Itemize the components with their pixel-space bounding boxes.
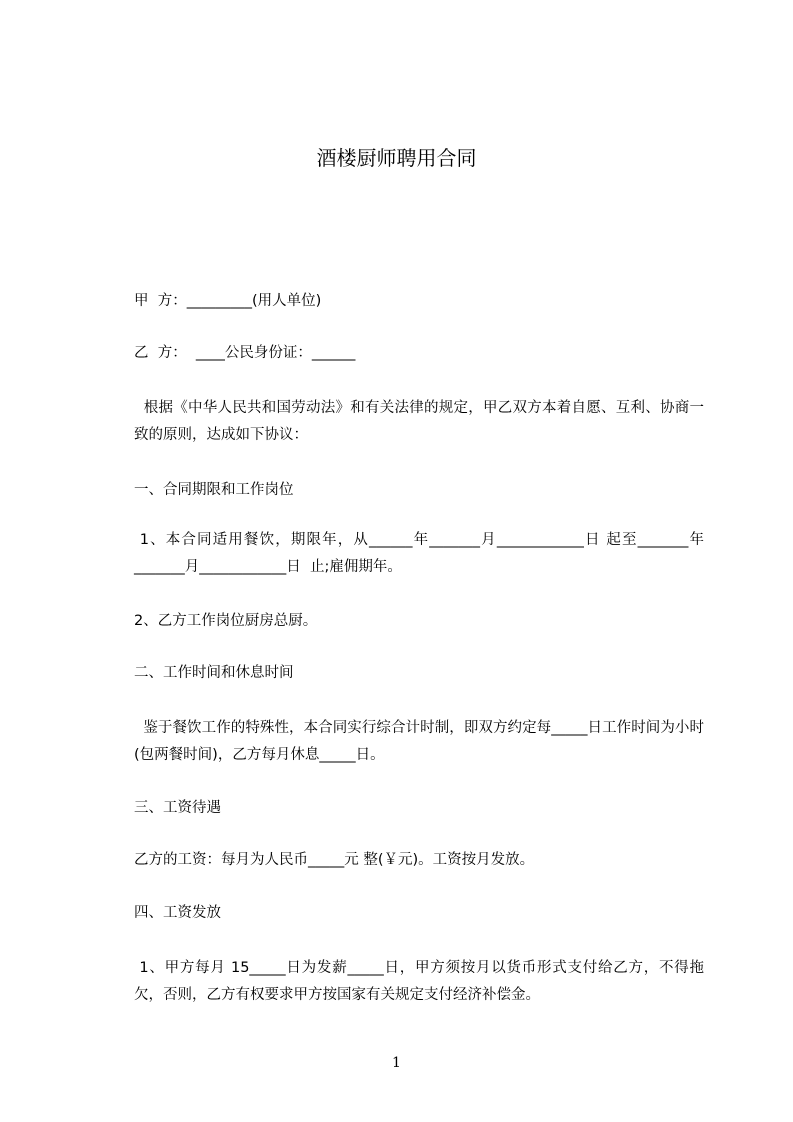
section-1-item-1: 1、本合同适用餐饮，期限年，从______年_______月____________日 起至_______年_______月____________日 止;雇佣期年。 (134, 532, 704, 575)
document-title: 酒楼厨师聘用合同 (316, 146, 477, 170)
section-1-heading: 一、合同期限和工作岗位 (134, 482, 294, 498)
preamble-paragraph: 根据《中华人民共和国劳动法》和有关法律的规定，甲乙双方本着自愿、互利、协商一致的原则，达成如下协议： (134, 400, 705, 443)
section-4-item-1: 1、甲方每月 15_____日为发薪_____日，甲方须按月以货币形式支付给乙方，不得拖欠，否则，乙方有权要求甲方按国家有关规定支付经济补偿金。 (134, 960, 704, 1003)
section-3-body: 乙方的工资：每月为人民币_____元 整(￥元)。工资按月发放。 (134, 852, 535, 868)
page-number: 1 (392, 1055, 401, 1071)
party-b-line: 乙 方： ____公民身份证：______ (134, 345, 356, 361)
section-2-body: 鉴于餐饮工作的特殊性，本合同实行综合计时制，即双方约定每_____日工作时间为小时(包两餐时间)，乙方每月休息_____日。 (134, 720, 705, 763)
section-3-heading: 三、工资待遇 (134, 800, 221, 816)
party-a-line: 甲 方：_________(用人单位) (134, 293, 322, 309)
section-2-heading: 二、工作时间和休息时间 (134, 665, 294, 681)
section-4-heading: 四、工资发放 (134, 905, 221, 921)
section-1-item-2: 2、乙方工作岗位厨房总厨。 (134, 613, 318, 629)
